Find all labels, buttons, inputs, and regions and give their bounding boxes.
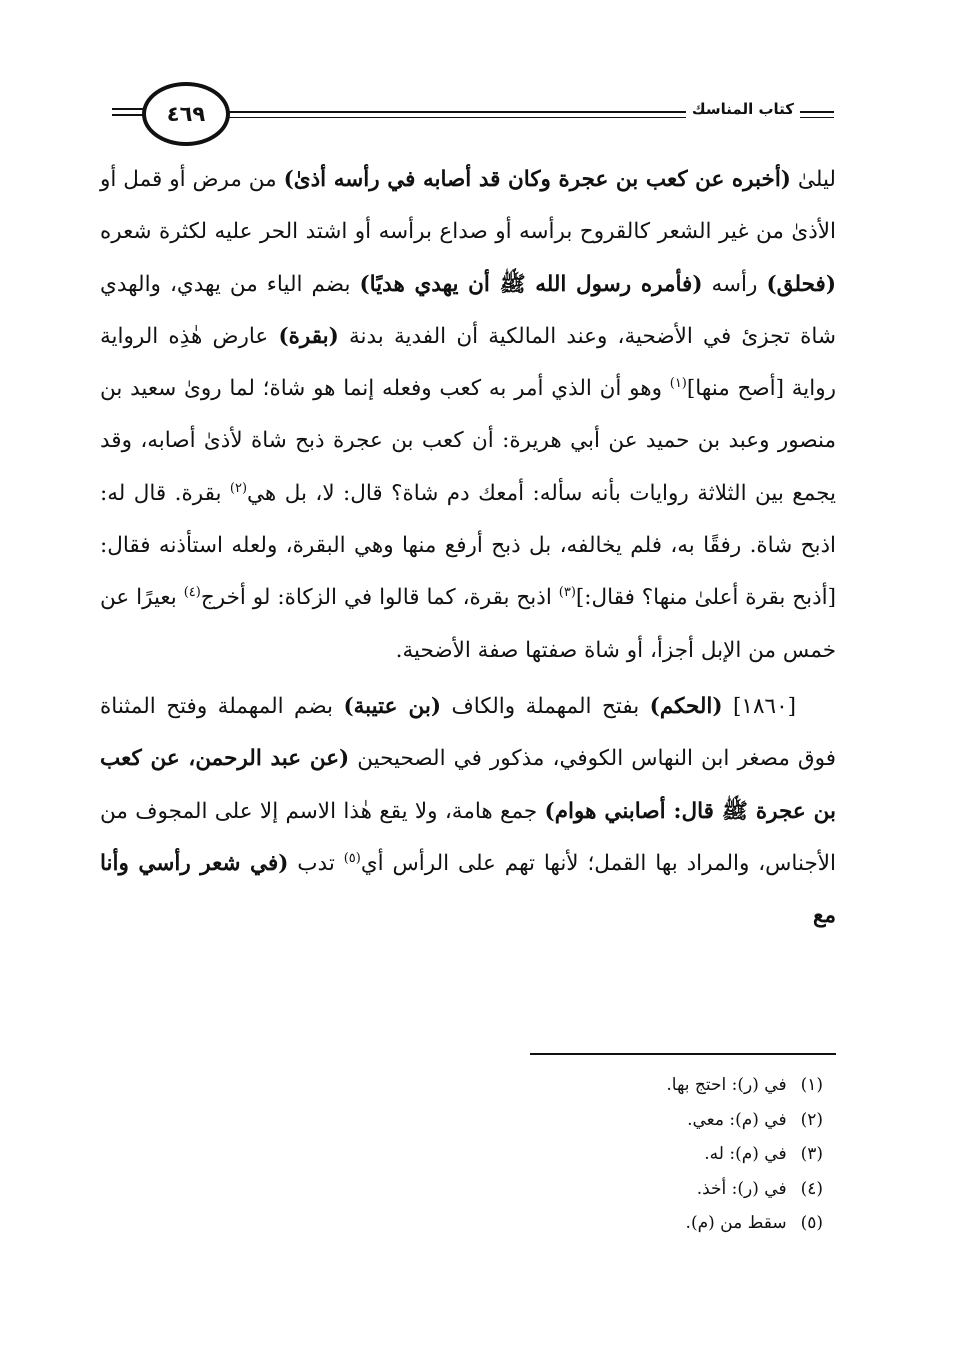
footnotes (523, 1068, 823, 1241)
page-header (112, 80, 834, 160)
text-run: تدب (288, 850, 344, 876)
footnote-text: في (ر): احتج بها. (666, 1075, 787, 1095)
bold-quote: (في شعر رأسي وأنا مع (100, 850, 836, 929)
footnote-text: في (م): معي. (687, 1109, 787, 1130)
footnote-number: (٥) (800, 1213, 823, 1233)
bold-quote: (فحلق) (766, 271, 836, 297)
text-run: بعيرًا عن خمس من الإبل أجزأ، أو شاة صفتها صفة الأضحية. (100, 585, 836, 663)
footnote-text: في (ر): أخذ. (696, 1178, 787, 1199)
bold-quote: (فأمره رسول الله ﷺ أن يهدي هديًا) (359, 271, 703, 297)
footnote-number: (٣) (800, 1144, 823, 1164)
paragraph-1 (100, 154, 836, 677)
text-run: رأسه (702, 271, 767, 297)
footnote (523, 1172, 823, 1207)
text-run: اذبح بقرة، كما قالوا في الزكاة: لو أخرج (200, 585, 559, 611)
footnote-ref: (٢) (229, 480, 248, 496)
footnote-ref: (٣) (558, 585, 576, 601)
bold-quote: (بقرة) (278, 323, 339, 349)
text-run: بقرة. قال له: اذبح شاة. رفقًا به، فلم يخالفه، بل ذبح أرفع منها وهي البقرة، ولعله استأذنه فقال: [أذبح بقرة أعلىٰ منها؟ فقال:] (100, 480, 837, 611)
footnote-number: (٤) (800, 1178, 823, 1199)
main-text (100, 154, 836, 942)
footnote-separator (530, 1053, 836, 1055)
footnote (523, 1103, 823, 1138)
footnote-ref: (٥) (343, 850, 361, 866)
footnote-ref: (١) (669, 376, 687, 392)
bold-quote: (بن عتيبة) (343, 693, 442, 719)
footnote-text: سقط من (م). (685, 1213, 787, 1233)
footnote-ref: (٤) (183, 585, 201, 601)
text-run: بضم المهملة وفتح المثناة فوق مصغر ابن النهاس الكوفي، مذكور في الصحيحين (100, 693, 836, 772)
bold-quote: (أخبره عن كعب بن عجرة وكان قد أصابه في رأسه أذىٰ) (283, 167, 791, 192)
page-number: ٤٦٩ (166, 102, 206, 126)
text-run: عارض هٰذِه الرواية رواية [أصح منها] (100, 323, 836, 402)
footnote-number: (١) (800, 1075, 823, 1095)
footnote-text: في (م): له. (704, 1144, 787, 1164)
text-run: وهو أن الذي أمر به كعب وفعله إنما هو شاة؛ لما روىٰ سعيد بن منصور وعبد بن حميد عن أبي هريرة: أن كعب بن عجرة ذبح شاة لأذىٰ أصابه، وقد يجمع بين الثلاثة روايات بأنه سأله: أمعك دم شاة؟ قال: لا، بل هي (100, 376, 836, 506)
footnote-number: (٢) (800, 1109, 823, 1130)
hadith-number: [١٨٦٠] (722, 693, 797, 719)
bold-quote: (الحكم) (649, 693, 723, 719)
footnote (523, 1137, 823, 1172)
bold-quote: (عن عبد الرحمن، عن كعب بن عجرة ﷺ قال: أصابني هوام) (100, 746, 836, 824)
footnote (523, 1068, 823, 1103)
text-run: جمع هامة، ولا يقع هٰذا الاسم إلا على المجوف من الأجناس، والمراد بها القمل؛ لأنها تهم على الرأس أي (100, 798, 836, 876)
running-title: كتاب المناسك (686, 100, 800, 118)
paragraph-2 (100, 681, 836, 942)
text-run: بفتح المهملة والكاف (441, 693, 650, 719)
footnote (523, 1206, 823, 1241)
text-run: بضم الياء من يهدي، والهدي شاة تجزئ في الأضحية، وعند المالكية أن الفدية بدنة (100, 271, 836, 349)
page-number-badge (142, 82, 230, 146)
text-run: من مرض أو قمل أو الأذىٰ من غير الشعر كالقروح برأسه أو صداع برأسه أو اشتد الحر عليه لكثرة شعره (100, 167, 836, 245)
text-run: ليلىٰ (790, 167, 836, 192)
